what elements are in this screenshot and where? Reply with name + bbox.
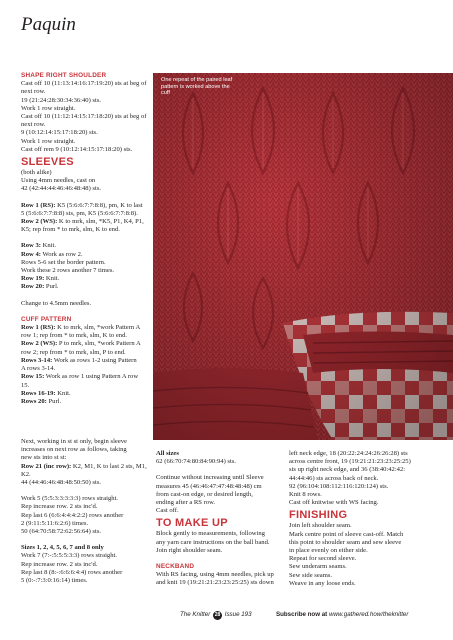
pattern-row xyxy=(21,340,149,348)
pattern-row xyxy=(21,332,149,340)
change-needles: Change to 4.5mm needles. xyxy=(21,299,92,307)
row-label: Row 15: xyxy=(21,373,45,381)
instruction-line: this point to shoulder seam and sew sleeve xyxy=(289,538,402,546)
footer-magazine-line xyxy=(180,611,252,620)
row-label: Row 4: xyxy=(21,250,41,258)
instruction-line: next row. xyxy=(21,121,46,129)
instruction-line: 5 (0:-:7:3:0:16:14) times. xyxy=(21,577,88,585)
cuff-rows xyxy=(21,324,149,406)
photo-caption: One repeat of the paired leaf pattern is worked above the cuff xyxy=(161,77,233,97)
left-column xyxy=(21,72,149,406)
instruction-line: With RS facing, using 4mm needles, pick up xyxy=(156,571,274,579)
instruction-line: Work 1 row straight. xyxy=(21,137,76,145)
instruction-line: (both alike) xyxy=(21,169,52,177)
makeup-heading: TO MAKE UP xyxy=(156,517,228,530)
footer-issue: Issue 193 xyxy=(224,611,252,618)
instruction-line: and knit 19 (19:21:21:23:23:25:25) sts down xyxy=(156,579,274,587)
work5-lines xyxy=(21,495,149,536)
sizes-heading xyxy=(21,544,149,552)
row21-bold: Row 21 (inc row): xyxy=(21,462,72,470)
instruction-line: Work 1 row straight. xyxy=(21,104,76,112)
row21-end: K2. xyxy=(21,470,31,478)
row-text: Purl. xyxy=(44,283,59,291)
row21-text: K2, M1, K to last 2 sts, M1, xyxy=(71,462,147,470)
knit-texture-illustration xyxy=(153,73,453,440)
pattern-row xyxy=(21,324,149,332)
instruction-line: Sew side seams. xyxy=(289,571,333,579)
pattern-row xyxy=(21,251,149,259)
pattern-row xyxy=(21,349,149,357)
instruction-line: across centre front, 19 (19:21:21:23:23:25:25) xyxy=(289,458,411,466)
neckband-heading: NECKBAND xyxy=(156,563,195,571)
instruction-line: ending after a RS row. xyxy=(156,499,216,507)
row-label: Rows 16-19: xyxy=(21,389,56,397)
instruction-line: Repeat for second sleeve. xyxy=(289,555,357,563)
instruction-line: Next, working in st st only, begin sleeve xyxy=(21,438,127,445)
footer-subscribe-line xyxy=(276,611,408,618)
page-title: Paquin xyxy=(21,14,76,35)
page-number-badge: 28 xyxy=(214,612,221,618)
instruction-line: Continue without increasing until Sleeve xyxy=(156,474,264,482)
instruction-line: Block gently to measurements, following xyxy=(156,530,265,538)
row-text: K5 (5:6:6:7:7:8:8), pm, K to last xyxy=(55,201,143,209)
pattern-row xyxy=(21,210,149,218)
instruction-line: Sew underarm seams. xyxy=(289,563,347,571)
pattern-row xyxy=(21,259,149,267)
shape-heading: SHAPE RIGHT SHOULDER xyxy=(21,72,107,79)
instruction-line: Rep increase row. 2 sts inc'd. xyxy=(21,560,98,568)
instruction-line: in place evenly on either side. xyxy=(289,547,368,555)
page-footer xyxy=(0,611,453,623)
row-text: Rows 5-6 set the border pattern. xyxy=(21,258,106,266)
row-text: Work as row 2. xyxy=(40,250,83,258)
instruction-line: 9 (10:12:14:15:17:18:20) sts. xyxy=(21,129,98,137)
sizes-bold: Sizes 1, 2, 4, 5, 6, 7 and 8 only xyxy=(21,544,104,552)
row-text: Knit. xyxy=(55,389,71,397)
neckband-lines xyxy=(156,571,282,587)
instruction-line: Rep last 8 (8:-:6:6:6:4:4) rows another xyxy=(21,568,123,576)
instruction-line: Rep increase row. 2 sts inc'd. xyxy=(21,503,98,511)
row-text: P to mrk, slm, *work Pattern A xyxy=(57,340,141,348)
instruction-line: sts up right neck edge, and 36 (38:40:42:42: xyxy=(289,466,406,474)
pattern-row xyxy=(21,283,149,291)
row-label: Row 3: xyxy=(21,242,41,250)
instruction-line: Mark centre point of sleeve cast-off. Match xyxy=(289,530,404,538)
pattern-row xyxy=(21,242,149,250)
instruction-line: Knit 8 rows. xyxy=(289,491,322,499)
all-sizes-count: 62 (66:70:74:80:84:90:94) sts. xyxy=(156,458,237,466)
footer-url[interactable]: www.gathered.how/theknitter xyxy=(328,611,409,618)
pattern-row xyxy=(21,226,149,234)
row-text: K to mrk, slm, *K5, P1, K4, P1, xyxy=(57,218,144,226)
cont-lines xyxy=(21,438,149,463)
instruction-line: Cast off rem 9 (10:12:14:15:17:18:20) sts. xyxy=(21,145,133,153)
instruction-line: Rep last 6 (6:6:4:4:4:2:2) rows another xyxy=(21,511,124,519)
row-text: Purl. xyxy=(46,397,62,405)
instruction-line: new sts into st st: xyxy=(21,454,67,462)
sizes-lines xyxy=(21,552,149,585)
pattern-row xyxy=(21,398,149,406)
pattern-row xyxy=(21,267,149,275)
row-text: Knit. xyxy=(44,275,60,283)
row-label: Row 19: xyxy=(21,275,45,283)
instruction-line: Using 4mm needles, cast on xyxy=(21,177,96,185)
all-sizes-heading xyxy=(156,450,282,458)
rows-b xyxy=(21,242,149,291)
instruction-line: left neck edge, 18 (20:22:24:24:26:26:28) sts xyxy=(289,450,408,457)
sleeves-heading: SLEEVES xyxy=(21,156,74,169)
instruction-line: from cast-on edge, or desired length, xyxy=(156,490,253,498)
continue-lines xyxy=(156,474,282,515)
instruction-line: increases on next row as follows, taking xyxy=(21,446,127,454)
instruction-line: 42 (42:44:44:46:46:48:48) sts. xyxy=(21,185,102,193)
cuff-heading: CUFF PATTERN xyxy=(21,315,72,323)
row-text: Knit. xyxy=(40,242,56,250)
row-text: K to mrk, slm, *work Pattern A xyxy=(55,324,141,332)
shape-lines xyxy=(21,80,149,154)
instruction-line: 44:44:46) sts across back of neck. xyxy=(289,474,379,482)
pattern-row xyxy=(21,382,149,390)
finishing-heading: FINISHING xyxy=(289,509,348,522)
pattern-row xyxy=(21,218,149,226)
sweater-photo xyxy=(153,73,453,440)
instruction-line: 2 (9:11:5:11:6:2:6) times. xyxy=(21,519,89,527)
row-label: Row 1 (RS): xyxy=(21,324,56,332)
instruction-line: Weave in any loose ends. xyxy=(289,579,356,587)
makeup-lines xyxy=(156,530,282,555)
row-label: Row 2 (WS): xyxy=(21,218,58,226)
all-sizes-bold: All sizes xyxy=(156,450,179,457)
instruction-line: 92 (96:104:108:112:116:120:124) sts. xyxy=(289,482,389,490)
right-column xyxy=(289,450,429,588)
instruction-line: Join left shoulder seam. xyxy=(289,522,352,530)
instruction-line: Work 5 (5:5:3:3:3:3:3) rows straight. xyxy=(21,495,119,503)
pattern-row xyxy=(21,365,149,373)
pattern-row xyxy=(21,390,149,398)
pattern-row xyxy=(21,202,149,210)
instruction-line: Join right shoulder seam. xyxy=(156,546,223,554)
row-text: 15. xyxy=(21,381,30,389)
row-label: Rows 3-14: xyxy=(21,356,53,364)
pattern-row xyxy=(21,275,149,283)
instruction-line: measures 45 (46:46:47:47:48:48:48) cm xyxy=(156,482,262,490)
row-text: 5 (5:6:6:7:7:8:8) sts, pm, K5 (5:6:6:7:7:8:8). xyxy=(21,209,138,217)
row-label: Row 20: xyxy=(21,283,45,291)
instruction-line: Cast off 10 (11:12:14:15:17:18:20) sts at beg of xyxy=(21,113,147,121)
left-column-lower xyxy=(21,438,149,585)
row-text: A rows 3-14. xyxy=(21,365,56,373)
middle-column xyxy=(156,450,282,588)
neck-lines xyxy=(289,450,429,507)
instruction-line: Cast off. xyxy=(156,507,179,515)
row-text: row 2; rep from * to mrk, slm, P to end. xyxy=(21,348,126,356)
row-text: Work these 2 rows another 7 times. xyxy=(21,267,115,275)
instruction-line: 50 (64:70:58:72:62:56:64) sts. xyxy=(21,528,102,536)
row21-count: 44 (44:46:46:48:48:50:50) sts. xyxy=(21,479,102,487)
row-text: row 1; rep from * to mrk, slm, K to end. xyxy=(21,332,128,340)
footer-magazine: The Knitter xyxy=(180,611,211,618)
row-label: Row 2 (WS): xyxy=(21,340,58,348)
row-text: Work as rows 1-2 using Pattern xyxy=(52,356,137,364)
instruction-line: 19 (21:24:28:30:34:36:40) sts. xyxy=(21,96,102,104)
row-label: Row 1 (RS): xyxy=(21,201,56,209)
pattern-row xyxy=(21,373,149,381)
pattern-row xyxy=(21,357,149,365)
row-text: Work as row 1 using Pattern A row xyxy=(44,373,139,381)
instruction-line: Work 7 (7:-:5:5:5:3:3) rows straight. xyxy=(21,552,117,560)
instruction-line: any yarn care instructions on the ball band. xyxy=(156,538,270,546)
instruction-line: Cast off knitwise with WS facing. xyxy=(289,499,379,507)
finishing-lines xyxy=(289,522,429,588)
instruction-line: Cast off 10 (11:13:14:16:17:19:20) sts at beg of xyxy=(21,80,147,88)
rows-a xyxy=(21,202,149,235)
row-label: Rows 20: xyxy=(21,397,47,405)
row-text: K5; rep from * to mrk, slm, K to end. xyxy=(21,226,120,234)
instruction-line: next row. xyxy=(21,88,46,96)
row21-line xyxy=(21,463,149,471)
footer-subscribe: Subscribe now at xyxy=(276,611,328,618)
sleeves-lines xyxy=(21,169,149,194)
